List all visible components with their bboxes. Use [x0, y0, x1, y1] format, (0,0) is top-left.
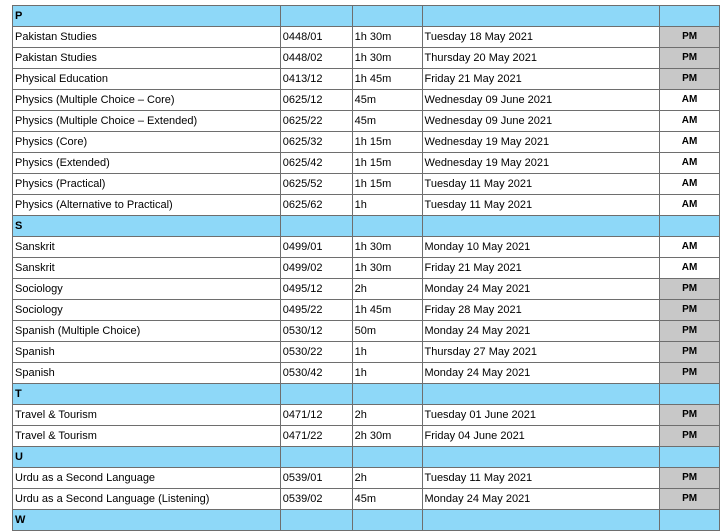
duration-cell: 1h 45m	[352, 300, 422, 321]
table-row	[13, 153, 720, 174]
section-header-filler	[280, 6, 352, 27]
duration-cell: 1h	[352, 363, 422, 384]
table-row	[13, 426, 720, 447]
duration-cell: 1h	[352, 195, 422, 216]
exam-date-cell: Friday 21 May 2021	[422, 69, 660, 90]
component-code-cell: 0471/22	[280, 426, 352, 447]
section-header-w	[13, 510, 720, 531]
section-header-filler	[280, 384, 352, 405]
exam-date-cell: Thursday 20 May 2021	[422, 48, 660, 69]
exam-date-cell: Tuesday 11 May 2021	[422, 195, 660, 216]
session-cell: PM	[660, 489, 720, 510]
component-code-cell: 0539/02	[280, 489, 352, 510]
table-row	[13, 258, 720, 279]
duration-cell: 50m	[352, 321, 422, 342]
table-row	[13, 48, 720, 69]
section-header-p	[13, 6, 720, 27]
section-header-filler	[352, 384, 422, 405]
duration-cell: 1h 30m	[352, 27, 422, 48]
table-row	[13, 132, 720, 153]
duration-cell: 1h 15m	[352, 153, 422, 174]
table-row	[13, 468, 720, 489]
component-code-cell: 0413/12	[280, 69, 352, 90]
section-header-filler	[352, 447, 422, 468]
subject-cell: Physical Education	[13, 69, 281, 90]
session-cell: PM	[660, 69, 720, 90]
section-letter: P	[13, 6, 281, 27]
component-code-cell: 0625/52	[280, 174, 352, 195]
component-code-cell: 0625/22	[280, 111, 352, 132]
session-cell: PM	[660, 321, 720, 342]
exam-date-cell: Monday 24 May 2021	[422, 321, 660, 342]
session-cell: PM	[660, 342, 720, 363]
subject-cell: Physics (Practical)	[13, 174, 281, 195]
timetable-body	[13, 6, 720, 531]
section-header-filler	[352, 6, 422, 27]
duration-cell: 1h 30m	[352, 258, 422, 279]
table-row	[13, 90, 720, 111]
subject-cell: Urdu as a Second Language (Listening)	[13, 489, 281, 510]
section-header-filler	[422, 6, 660, 27]
section-header-filler	[422, 510, 660, 531]
table-row	[13, 489, 720, 510]
exam-date-cell: Monday 10 May 2021	[422, 237, 660, 258]
exam-date-cell: Thursday 27 May 2021	[422, 342, 660, 363]
section-header-filler	[660, 384, 720, 405]
component-code-cell: 0495/12	[280, 279, 352, 300]
component-code-cell: 0471/12	[280, 405, 352, 426]
table-row	[13, 174, 720, 195]
section-header-filler	[660, 216, 720, 237]
section-letter: T	[13, 384, 281, 405]
component-code-cell: 0530/22	[280, 342, 352, 363]
table-row	[13, 279, 720, 300]
subject-cell: Travel & Tourism	[13, 426, 281, 447]
session-cell: AM	[660, 174, 720, 195]
subject-cell: Spanish (Multiple Choice)	[13, 321, 281, 342]
component-code-cell: 0539/01	[280, 468, 352, 489]
table-row	[13, 111, 720, 132]
exam-date-cell: Monday 24 May 2021	[422, 489, 660, 510]
table-row	[13, 405, 720, 426]
duration-cell: 45m	[352, 489, 422, 510]
duration-cell: 2h 30m	[352, 426, 422, 447]
section-header-filler	[352, 510, 422, 531]
component-code-cell: 0495/22	[280, 300, 352, 321]
section-letter: W	[13, 510, 281, 531]
table-row	[13, 195, 720, 216]
exam-date-cell: Tuesday 11 May 2021	[422, 468, 660, 489]
session-cell: AM	[660, 258, 720, 279]
session-cell: AM	[660, 132, 720, 153]
session-cell: PM	[660, 405, 720, 426]
table-row	[13, 342, 720, 363]
exam-date-cell: Monday 24 May 2021	[422, 363, 660, 384]
subject-cell: Spanish	[13, 363, 281, 384]
section-header-filler	[660, 447, 720, 468]
exam-date-cell: Tuesday 18 May 2021	[422, 27, 660, 48]
section-header-filler	[280, 216, 352, 237]
exam-date-cell: Wednesday 09 June 2021	[422, 90, 660, 111]
table-row	[13, 27, 720, 48]
section-header-filler	[660, 510, 720, 531]
duration-cell: 45m	[352, 90, 422, 111]
table-row	[13, 321, 720, 342]
section-header-filler	[422, 447, 660, 468]
subject-cell: Sanskrit	[13, 237, 281, 258]
component-code-cell: 0625/62	[280, 195, 352, 216]
duration-cell: 2h	[352, 468, 422, 489]
session-cell: AM	[660, 195, 720, 216]
exam-date-cell: Wednesday 09 June 2021	[422, 111, 660, 132]
session-cell: AM	[660, 153, 720, 174]
subject-cell: Physics (Multiple Choice – Core)	[13, 90, 281, 111]
exam-timetable	[12, 5, 720, 531]
section-letter: U	[13, 447, 281, 468]
session-cell: PM	[660, 48, 720, 69]
exam-date-cell: Friday 21 May 2021	[422, 258, 660, 279]
session-cell: PM	[660, 363, 720, 384]
duration-cell: 1h 30m	[352, 237, 422, 258]
subject-cell: Sanskrit	[13, 258, 281, 279]
exam-date-cell: Tuesday 01 June 2021	[422, 405, 660, 426]
subject-cell: Physics (Extended)	[13, 153, 281, 174]
duration-cell: 1h 15m	[352, 174, 422, 195]
duration-cell: 1h 45m	[352, 69, 422, 90]
exam-date-cell: Tuesday 11 May 2021	[422, 174, 660, 195]
section-header-filler	[280, 447, 352, 468]
session-cell: PM	[660, 27, 720, 48]
session-cell: PM	[660, 468, 720, 489]
component-code-cell: 0448/01	[280, 27, 352, 48]
section-header-filler	[422, 216, 660, 237]
session-cell: PM	[660, 279, 720, 300]
component-code-cell: 0530/42	[280, 363, 352, 384]
duration-cell: 2h	[352, 279, 422, 300]
component-code-cell: 0448/02	[280, 48, 352, 69]
section-header-filler	[280, 510, 352, 531]
duration-cell: 1h 15m	[352, 132, 422, 153]
subject-cell: Physics (Alternative to Practical)	[13, 195, 281, 216]
subject-cell: Physics (Multiple Choice – Extended)	[13, 111, 281, 132]
session-cell: AM	[660, 237, 720, 258]
exam-date-cell: Wednesday 19 May 2021	[422, 153, 660, 174]
subject-cell: Spanish	[13, 342, 281, 363]
subject-cell: Physics (Core)	[13, 132, 281, 153]
section-letter: S	[13, 216, 281, 237]
subject-cell: Urdu as a Second Language	[13, 468, 281, 489]
table-row	[13, 69, 720, 90]
session-cell: AM	[660, 90, 720, 111]
exam-date-cell: Monday 24 May 2021	[422, 279, 660, 300]
component-code-cell: 0499/02	[280, 258, 352, 279]
section-header-t	[13, 384, 720, 405]
component-code-cell: 0499/01	[280, 237, 352, 258]
section-header-filler	[422, 384, 660, 405]
subject-cell: Pakistan Studies	[13, 48, 281, 69]
component-code-cell: 0530/12	[280, 321, 352, 342]
component-code-cell: 0625/12	[280, 90, 352, 111]
subject-cell: Pakistan Studies	[13, 27, 281, 48]
subject-cell: Travel & Tourism	[13, 405, 281, 426]
table-row	[13, 300, 720, 321]
table-row	[13, 237, 720, 258]
session-cell: AM	[660, 111, 720, 132]
exam-date-cell: Wednesday 19 May 2021	[422, 132, 660, 153]
section-header-filler	[352, 216, 422, 237]
duration-cell: 1h	[352, 342, 422, 363]
section-header-s	[13, 216, 720, 237]
duration-cell: 2h	[352, 405, 422, 426]
section-header-filler	[660, 6, 720, 27]
session-cell: PM	[660, 426, 720, 447]
table-row	[13, 363, 720, 384]
subject-cell: Sociology	[13, 300, 281, 321]
duration-cell: 45m	[352, 111, 422, 132]
session-cell: PM	[660, 300, 720, 321]
subject-cell: Sociology	[13, 279, 281, 300]
duration-cell: 1h 30m	[352, 48, 422, 69]
exam-date-cell: Friday 04 June 2021	[422, 426, 660, 447]
section-header-u	[13, 447, 720, 468]
component-code-cell: 0625/32	[280, 132, 352, 153]
component-code-cell: 0625/42	[280, 153, 352, 174]
exam-date-cell: Friday 28 May 2021	[422, 300, 660, 321]
